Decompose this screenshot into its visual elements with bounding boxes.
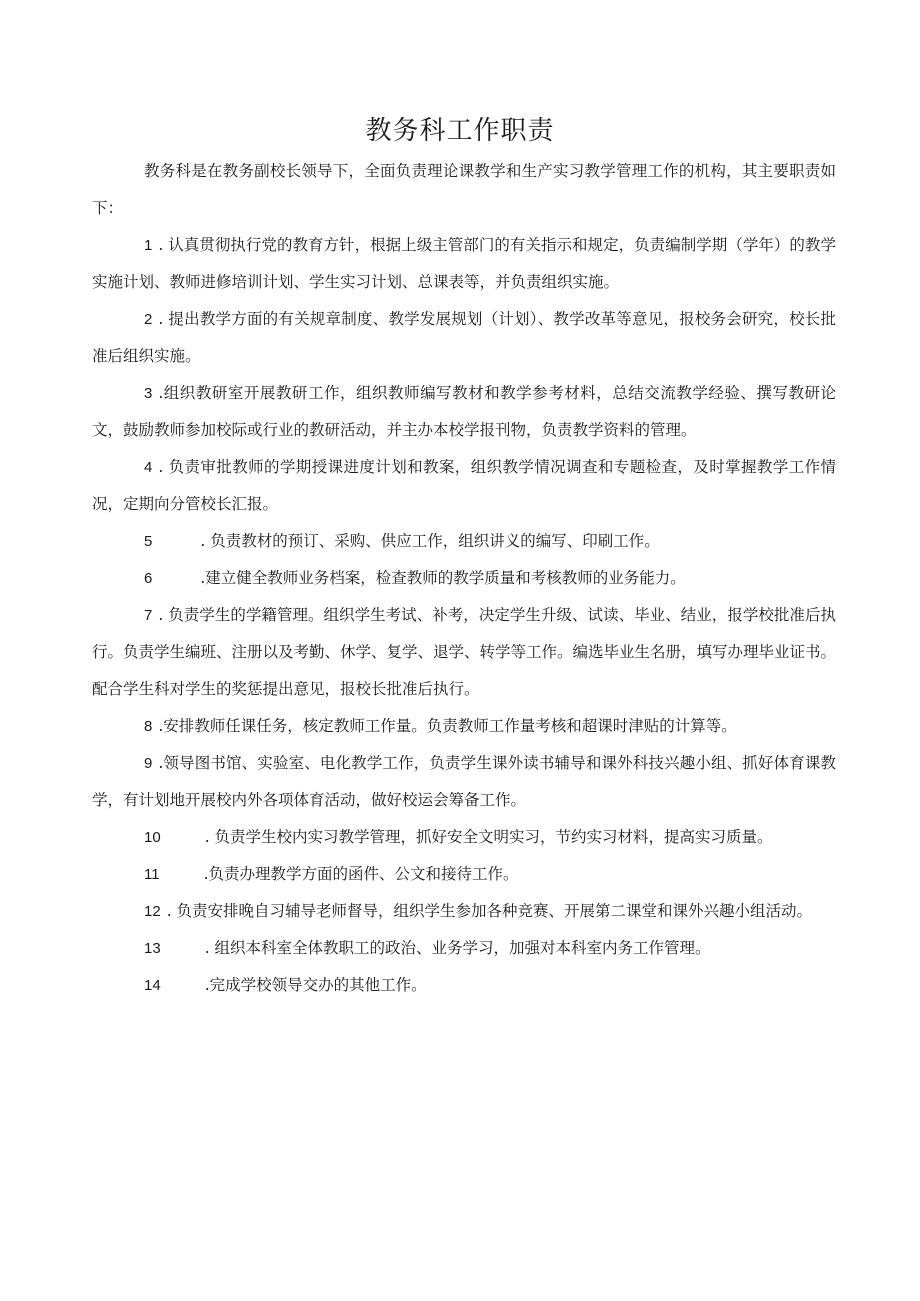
item-number: 6 <box>144 570 153 587</box>
list-item <box>92 930 836 967</box>
item-number: 11 <box>144 866 160 883</box>
item-number: 14 <box>144 977 161 994</box>
item-number: 1 <box>144 237 153 254</box>
list-item <box>92 560 836 597</box>
item-number: 2 <box>144 311 153 328</box>
item-text: . 负责学生的学籍管理。组织学生考试、补考，决定学生升级、试读、毕业、结业，报学校批准后执行。负责学生编班、注册以及考勤、休学、复学、退学、转学等工作。编选毕业生名册，填写办理毕业证书。配合学生科对学生的奖惩提出意见，报校长批准后执行。 <box>92 606 837 698</box>
item-text: .安排教师任课任务，核定教师工作量。负责教师工作量考核和超课时津贴的计算等。 <box>158 717 737 735</box>
list-item <box>92 819 836 856</box>
document-body <box>92 153 836 1004</box>
item-number: 12 <box>144 903 161 920</box>
list-item <box>92 893 836 930</box>
item-number: 13 <box>144 940 161 957</box>
list-item <box>92 375 836 449</box>
list-item <box>92 708 836 745</box>
list-item <box>92 597 836 708</box>
item-text: . 组织本科室全体教职工的政治、业务学习，加强对本科室内务工作管理。 <box>204 939 711 957</box>
list-item <box>92 856 836 893</box>
item-number: 8 <box>144 718 153 735</box>
list-item <box>92 227 836 301</box>
item-number: 7 <box>144 607 153 624</box>
item-text: .负责办理教学方面的函件、公文和接待工作。 <box>203 865 519 883</box>
item-text: .完成学校领导交办的其他工作。 <box>204 976 427 994</box>
list-item <box>92 523 836 560</box>
item-text: .领导图书馆、实验室、电化教学工作，负责学生课外读书辅导和课外科技兴趣小组、抓好体育课教学，有计划地开展校内外各项体育活动，做好校运会筹备工作。 <box>92 754 836 809</box>
item-number: 3 <box>144 385 153 402</box>
item-text: . 负责审批教师的学期授课进度计划和教案，组织教学情况调查和专题检查，及时掌握教学工作情况，定期向分管校长汇报。 <box>92 458 836 513</box>
list-item <box>92 449 836 523</box>
item-text: . 提出教学方面的有关规章制度、教学发展规划（计划）、教学改革等意见，报校务会研究，校长批准后组织实施。 <box>92 310 836 365</box>
item-text: .建立健全教师业务档案，检查教师的教学质量和考核教师的业务能力。 <box>200 569 686 587</box>
item-text: . 负责安排晚自习辅导老师督导，组织学生参加各种竞赛、开展第二课堂和课外兴趣小组活动。 <box>166 902 813 920</box>
item-number: 9 <box>144 755 153 772</box>
item-text: .组织教研室开展教研工作，组织教师编写教材和教学参考材料，总结交流教学经验、撰写教研论文，鼓励教师参加校际或行业的教研活动，并主办本校学报刊物，负责教学资料的管理。 <box>92 384 836 439</box>
page-title: 教务科工作职责 <box>365 116 555 146</box>
list-item <box>92 745 836 819</box>
item-number: 10 <box>144 829 161 846</box>
intro-paragraph: 教务科是在教务副校长领导下，全面负责理论课教学和生产实习教学管理工作的机构，其主要职责如下： <box>92 162 836 217</box>
item-number: 5 <box>144 533 153 550</box>
item-text: . 认真贯彻执行党的教育方针，根据上级主管部门的有关指示和规定，负责编制学期（学年）的教学实施计划、教师进修培训计划、学生实习计划、总课表等，并负责组织实施。 <box>92 236 836 291</box>
item-text: . 负责教材的预订、采购、供应工作，组织讲义的编写、印刷工作。 <box>200 532 660 550</box>
item-text: . 负责学生校内实习教学管理，抓好安全文明实习，节约实习材料，提高实习质量。 <box>204 828 773 846</box>
list-item <box>92 301 836 375</box>
list-item <box>92 967 836 1004</box>
item-number: 4 <box>144 459 153 476</box>
